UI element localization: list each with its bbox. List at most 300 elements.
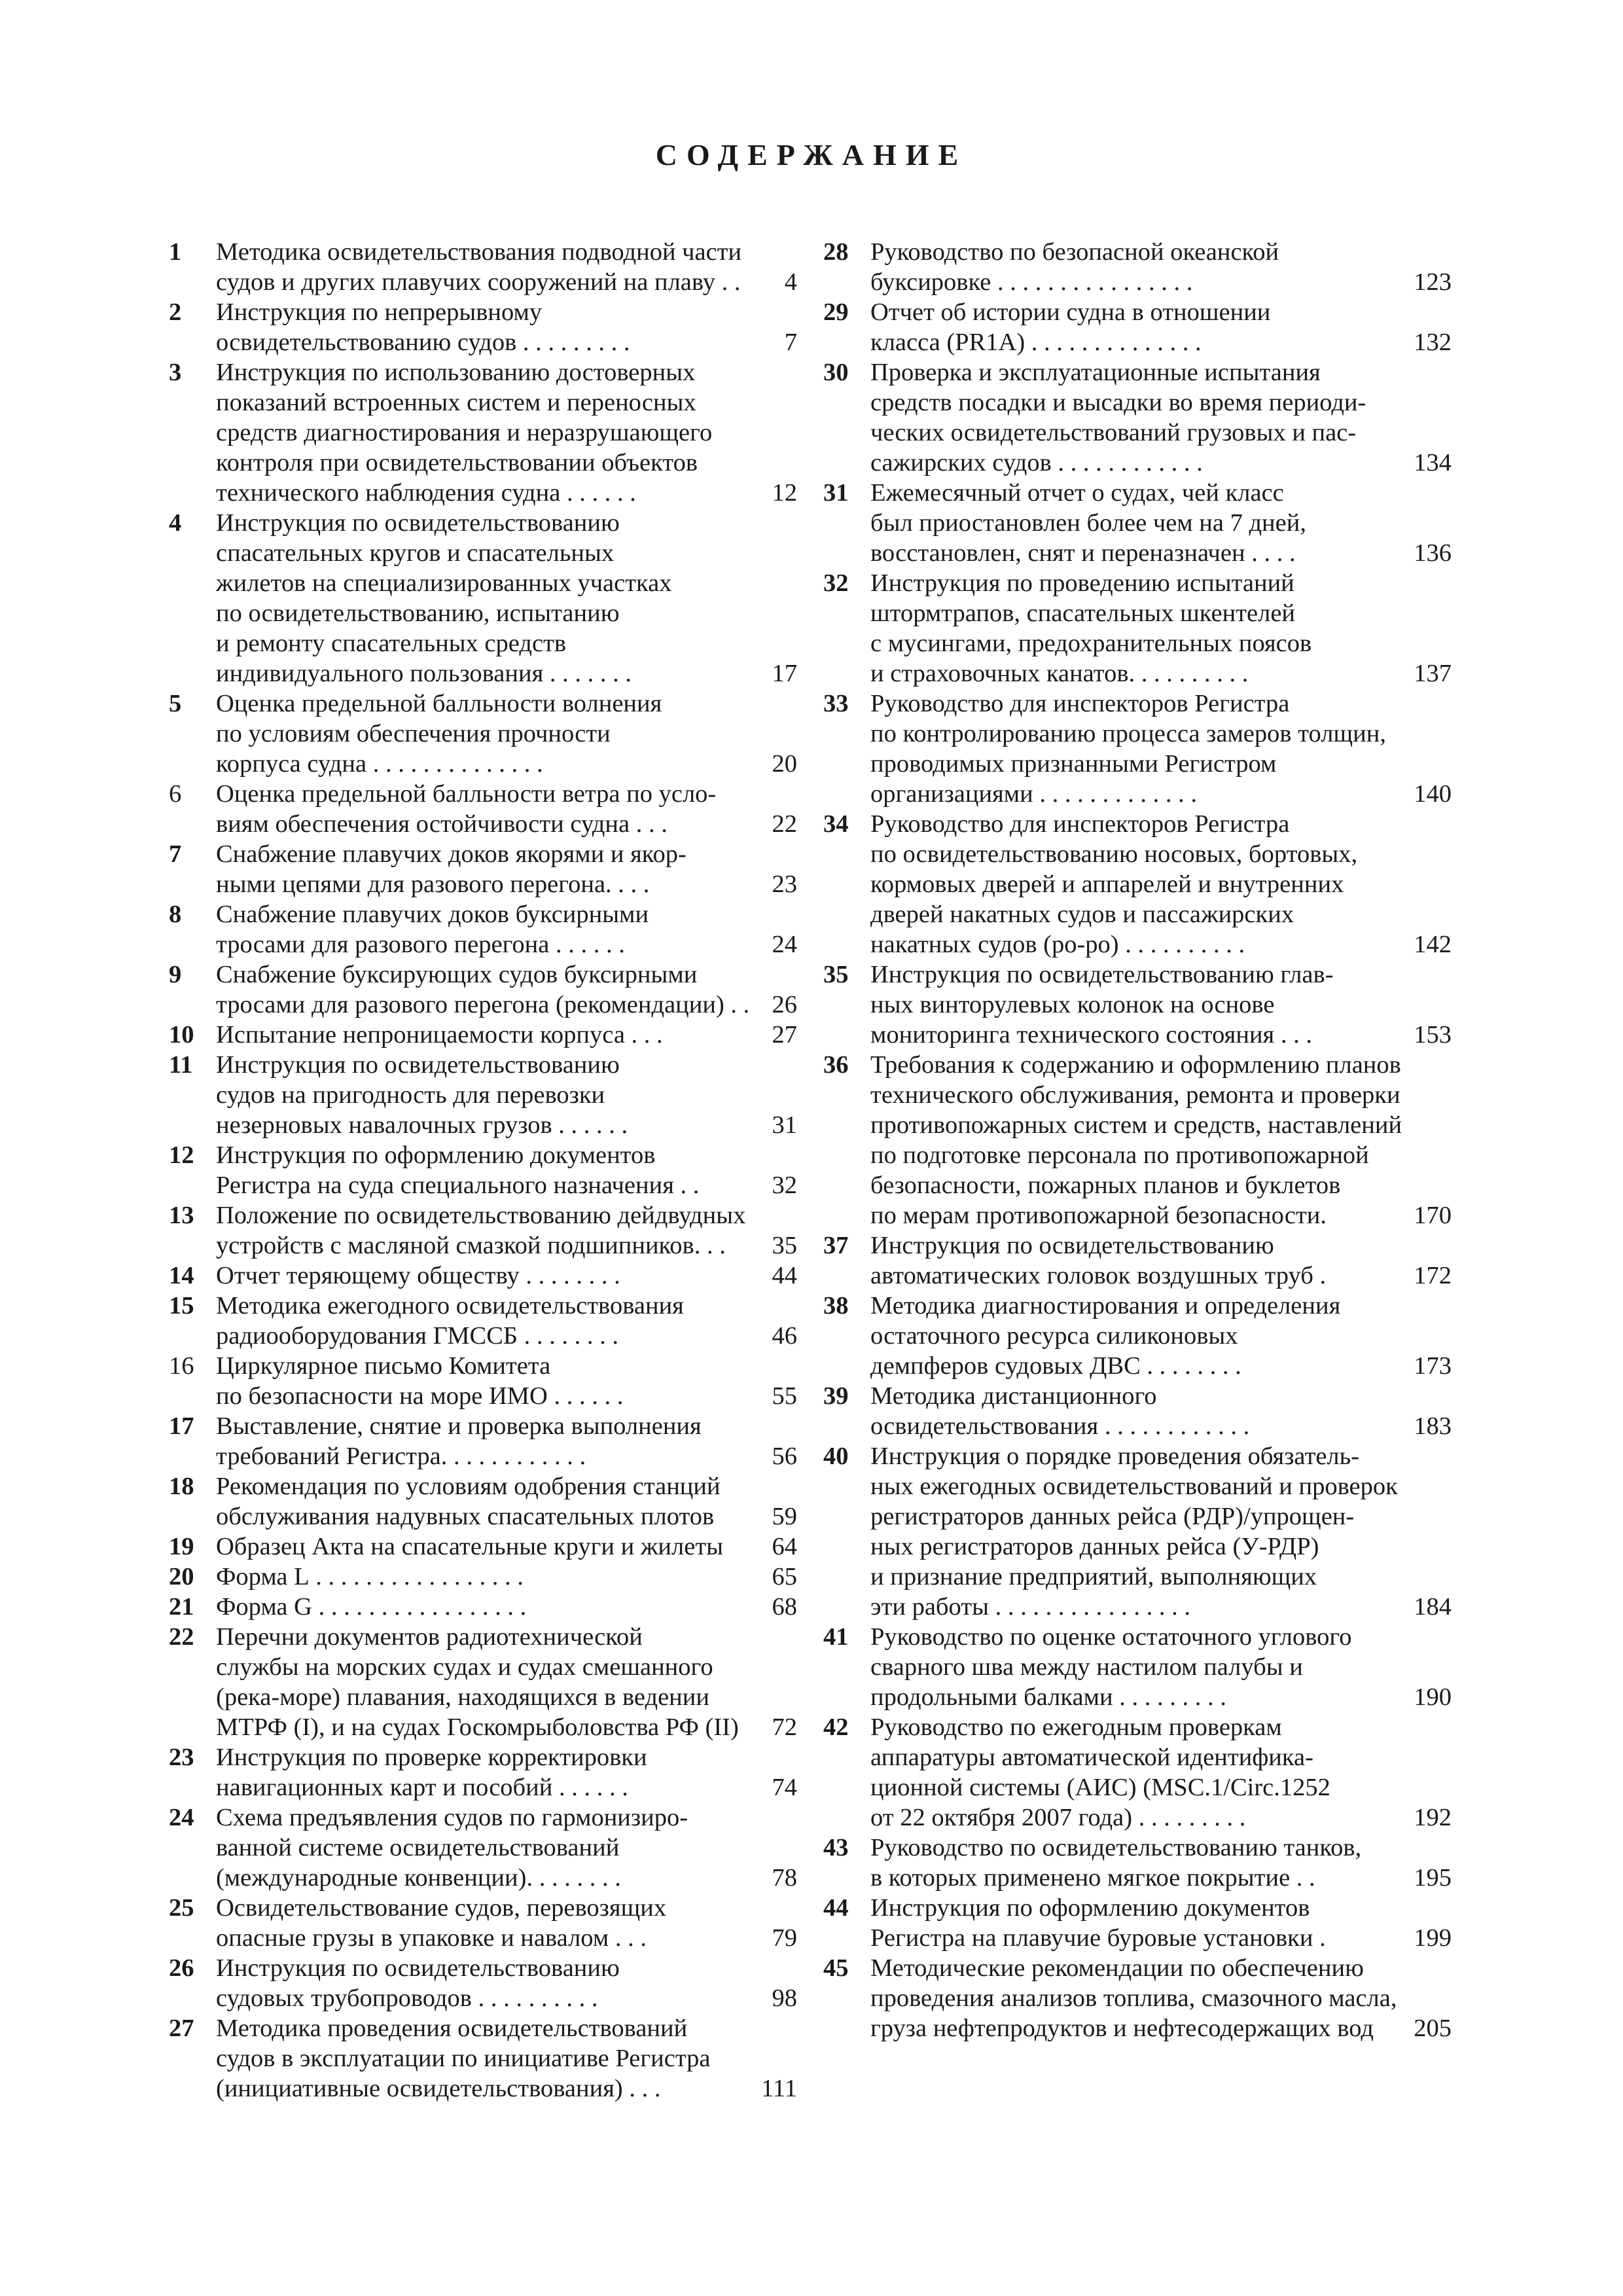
- toc-entry-number: 27: [169, 2015, 194, 2042]
- toc-page-number: 56: [772, 1443, 797, 1470]
- toc-entry-text: Инструкция по освидетельствованию: [216, 509, 620, 537]
- toc-entry[interactable]: [823, 689, 1452, 809]
- toc-leader-dots: . . . . . . . . . .: [1118, 931, 1245, 958]
- toc-entry-text: ных винторулевых колонок на основе: [870, 991, 1275, 1018]
- toc-entry-line: [870, 1652, 1452, 1682]
- toc-entry-line: [870, 1953, 1452, 1983]
- toc-entry-number: 34: [823, 810, 849, 838]
- toc-entry-number: 44: [823, 1894, 849, 1922]
- toc-entry-text: Методика ежегодного освидетельствования: [216, 1292, 684, 1319]
- toc-entry-line: [870, 448, 1452, 478]
- toc-entry-line: [870, 809, 1452, 839]
- toc-entry-number: 42: [823, 1713, 849, 1741]
- toc-entry-text: ческих освидетельствований грузовых и пас-: [870, 419, 1357, 446]
- toc-page-number: 78: [772, 1864, 797, 1892]
- toc-entry-line: [216, 839, 797, 869]
- toc-entry-line: [216, 1772, 797, 1803]
- toc-entry-text: Руководство по оценке остаточного углового: [870, 1623, 1352, 1651]
- toc-page-number: 27: [772, 1021, 797, 1049]
- toc-entry-text: технического наблюдения судна: [216, 479, 561, 507]
- toc-entry-text: регистраторов данных рейса (РДР)/упрощен-: [870, 1503, 1355, 1530]
- toc-entry-text: аппаратуры автоматической идентифика-: [870, 1744, 1313, 1771]
- toc-entry-text: восстановлен, снят и переназначен: [870, 539, 1245, 567]
- toc-entry-text: проведения анализов топлива, смазочного масла,: [870, 1984, 1397, 2012]
- toc-page-number: 132: [1414, 329, 1452, 356]
- toc-entry-number: 29: [823, 298, 849, 326]
- toc-entry-number: 2: [169, 298, 182, 326]
- toc-entry[interactable]: [823, 809, 1452, 960]
- toc-entry-line: [216, 1562, 797, 1592]
- toc-page-number: 173: [1414, 1352, 1452, 1380]
- toc-page-number: 12: [772, 479, 797, 507]
- toc-entry-text: Методика дистанционного: [870, 1382, 1157, 1410]
- toc-entry-line: [216, 1200, 797, 1230]
- toc-page-number: 74: [772, 1774, 797, 1801]
- toc-page-number: 190: [1414, 1683, 1452, 1711]
- toc-page-number: 68: [772, 1593, 797, 1621]
- toc-entry-text: Руководство для инспекторов Регистра: [870, 810, 1290, 838]
- toc-entry-text: Руководство по безопасной океанской: [870, 238, 1279, 266]
- toc-entry-number: 25: [169, 1894, 194, 1922]
- toc-page-number: 205: [1414, 2015, 1452, 2042]
- toc-entry-text: сажирских судов: [870, 449, 1052, 476]
- toc-entry-number: 26: [169, 1954, 194, 1982]
- toc-entry[interactable]: [169, 1020, 797, 1050]
- toc-entry-line: [216, 809, 797, 839]
- toc-entry-text: в которых применено мягкое покрытие: [870, 1864, 1291, 1892]
- toc-entry-text: Выставление, снятие и проверка выполнения: [216, 1412, 702, 1440]
- toc-entry-number: 40: [823, 1443, 849, 1470]
- toc-entry-line: [870, 1562, 1452, 1592]
- toc-entry-line: [870, 1923, 1452, 1953]
- toc-entry-text: (международные конвенции).: [216, 1864, 533, 1892]
- toc-leader-dots: . . .: [622, 2075, 661, 2102]
- toc-entry-text: сварного шва между настилом палубы и: [870, 1653, 1303, 1681]
- toc-entry[interactable]: [169, 2013, 797, 2104]
- toc-entry-line: [216, 1291, 797, 1321]
- toc-entry[interactable]: [823, 1953, 1452, 2043]
- toc-entry-number: 21: [169, 1593, 194, 1621]
- toc-entry-line: [870, 1863, 1452, 1893]
- toc-entry[interactable]: [169, 1471, 797, 1532]
- toc-page-number: 111: [761, 2075, 797, 2102]
- toc-page-number: 72: [772, 1713, 797, 1741]
- toc-entry-line: [870, 1893, 1452, 1923]
- toc-entry[interactable]: [823, 1291, 1452, 1381]
- toc-entry-text: Отчет об истории судна в отношении: [870, 298, 1271, 326]
- toc-leader-dots: . . . . . .: [549, 931, 625, 958]
- toc-entry-line: [870, 2013, 1452, 2043]
- toc-entry[interactable]: [823, 1441, 1452, 1622]
- toc-page-number: 20: [772, 750, 797, 778]
- toc-entry-line: [216, 1411, 797, 1441]
- toc-leader-dots: . .: [700, 1232, 726, 1259]
- toc-entry-text: Инструкция по освидетельствованию глав-: [870, 961, 1334, 988]
- toc-entry-line: [216, 658, 797, 689]
- toc-leader-dots: . . . . . . . . .: [1113, 1683, 1226, 1711]
- toc-entry[interactable]: [169, 1200, 797, 1261]
- toc-entry[interactable]: [169, 1953, 797, 2013]
- toc-entry-line: [216, 387, 797, 418]
- toc-leader-dots: . . . . . . . . .: [1132, 1804, 1246, 1831]
- toc-entry[interactable]: [169, 779, 797, 839]
- toc-entry-line: [870, 1441, 1452, 1471]
- toc-entry-number: 8: [169, 901, 182, 928]
- toc-entry-line: [216, 1140, 797, 1170]
- toc-entry-line: [870, 1742, 1452, 1772]
- toc-entry-text: Инструкция по проведению испытаний: [870, 569, 1294, 597]
- toc-entry[interactable]: [823, 357, 1452, 478]
- toc-entry-line: [216, 448, 797, 478]
- toc-entry[interactable]: [169, 839, 797, 899]
- toc-page-number: 32: [772, 1172, 797, 1199]
- toc-entry[interactable]: [823, 1893, 1452, 1953]
- toc-entry-line: [870, 387, 1452, 418]
- toc-entry-text: буксировке: [870, 268, 991, 296]
- toc-entry-text: и признание предприятий, выполняющих: [870, 1563, 1317, 1590]
- toc-entry-number: 38: [823, 1292, 849, 1319]
- toc-entry-number: 31: [823, 479, 849, 507]
- toc-entry[interactable]: [169, 960, 797, 1020]
- toc-entry-line: [870, 1140, 1452, 1170]
- toc-entry-text: Освидетельствование судов, перевозящих: [216, 1894, 667, 1922]
- toc-page-number: 98: [772, 1984, 797, 2012]
- toc-entry-text: Форма G: [216, 1593, 312, 1621]
- toc-entry-line: [870, 960, 1452, 990]
- toc-entry-line: [870, 1833, 1452, 1863]
- toc-entry-line: [216, 1742, 797, 1772]
- toc-entry-text: по подготовке персонала по противопожарной: [870, 1141, 1369, 1169]
- toc-entry-line: [216, 1682, 797, 1712]
- toc-leader-dots: . . . . . . . . . . . .: [1098, 1412, 1250, 1440]
- toc-entry-line: [870, 418, 1452, 448]
- toc-entry-text: Положение по освидетельствованию дейдвудных: [216, 1202, 746, 1229]
- toc-entry-text: (инициативные освидетельствования): [216, 2075, 623, 2102]
- toc-entry-line: [870, 327, 1452, 357]
- toc-entry-line: [216, 1803, 797, 1833]
- toc-entry-line: [216, 1712, 797, 1742]
- toc-entry-line: [216, 1893, 797, 1923]
- toc-entry-text: Оценка предельной балльности ветра по усло-: [216, 780, 717, 808]
- toc-entry-line: [870, 478, 1452, 508]
- toc-entry-line: [870, 598, 1452, 628]
- toc-entry-text: Регистра на плавучие буровые установки: [870, 1924, 1313, 1952]
- toc-entry-text: МТРФ (I), и на судах Госкомрыболовства РФ (II): [216, 1713, 739, 1741]
- toc-entry-line: [870, 1291, 1452, 1321]
- toc-entry-text: Перечни документов радиотехнической: [216, 1623, 643, 1651]
- toc-leader-dots: . . .: [609, 1924, 647, 1952]
- toc-entry-text: Руководство по освидетельствованию танков,: [870, 1834, 1362, 1861]
- toc-entry[interactable]: [169, 1893, 797, 1953]
- toc-entry[interactable]: [169, 357, 797, 508]
- toc-entry-text: по освидетельствованию, испытанию: [216, 600, 620, 627]
- toc-page-number: 142: [1414, 931, 1452, 958]
- toc-entry[interactable]: [169, 1532, 797, 1562]
- toc-entry-line: [216, 960, 797, 990]
- toc-entry-line: [870, 297, 1452, 327]
- toc-entry[interactable]: [169, 1592, 797, 1622]
- toc-leader-dots: . . . . . . . . .: [516, 329, 630, 356]
- toc-entry-text: Испытание непроницаемости корпуса: [216, 1021, 625, 1049]
- toc-entry-text: Снабжение плавучих доков якорями и якор-: [216, 840, 687, 868]
- toc-entry-line: [870, 658, 1452, 689]
- toc-entry[interactable]: [169, 899, 797, 960]
- toc-left-column: [169, 237, 797, 2104]
- toc-page-number: 184: [1414, 1593, 1452, 1621]
- toc-entry[interactable]: [169, 1140, 797, 1200]
- toc-entry-number: 15: [169, 1292, 194, 1319]
- toc-entry-line: [216, 267, 797, 297]
- toc-leader-dots: .: [1313, 1924, 1326, 1952]
- toc-entry-line: [216, 327, 797, 357]
- toc-entry[interactable]: [823, 478, 1452, 568]
- toc-entry-text: от 22 октября 2007 года): [870, 1804, 1133, 1831]
- toc-entry-number: 18: [169, 1473, 194, 1500]
- toc-entry-text: ванной системе освидетельствований: [216, 1834, 620, 1861]
- toc-page-number: 24: [772, 931, 797, 958]
- toc-entry-text: Инструкция о порядке проведения обязатель-: [870, 1443, 1360, 1470]
- toc-entry[interactable]: [823, 1381, 1452, 1441]
- toc-page-number: 31: [772, 1111, 797, 1139]
- toc-leader-dots: . . .: [624, 1021, 663, 1049]
- toc-entry-line: [870, 1501, 1452, 1532]
- toc-entry-line: [216, 2073, 797, 2104]
- toc-page-number: 183: [1414, 1412, 1452, 1440]
- toc-entry-number: 10: [169, 1021, 194, 1049]
- toc-entry-line: [870, 779, 1452, 809]
- toc-page-number: 195: [1414, 1864, 1452, 1892]
- toc-page-number: 170: [1414, 1202, 1452, 1229]
- toc-entry[interactable]: [169, 297, 797, 357]
- toc-entry-text: службы на морских судах и судах смешанного: [216, 1653, 713, 1681]
- toc-entry-line: [870, 1712, 1452, 1742]
- toc-entry[interactable]: [823, 297, 1452, 357]
- toc-entry-line: [870, 357, 1452, 387]
- toc-entry-text: эти работы: [870, 1593, 989, 1621]
- toc-entry-text: судов на пригодность для перевозки: [216, 1081, 605, 1109]
- toc-entry-text: индивидуального пользования: [216, 660, 544, 687]
- toc-entry-text: тросами для разового перегона: [216, 931, 550, 958]
- toc-entry-text: Методика освидетельствования подводной части: [216, 238, 742, 266]
- toc-page-number: 59: [772, 1503, 797, 1530]
- toc-entry-number: 22: [169, 1623, 194, 1651]
- toc-page-number: 22: [772, 810, 797, 838]
- toc-entry-line: [216, 1441, 797, 1471]
- toc-leader-dots: . . . . . . . . . . . . . . . .: [991, 268, 1193, 296]
- toc-entry[interactable]: [169, 1291, 797, 1351]
- toc-entry-text: Ежемесячный отчет о судах, чей класс: [870, 479, 1284, 507]
- toc-entry-text: штормтрапов, спасательных шкентелей: [870, 600, 1296, 627]
- toc-entry-text: Схема предъявления судов по гармонизиро-: [216, 1804, 688, 1831]
- toc-entry-text: продольными балками: [870, 1683, 1113, 1711]
- toc-leader-dots: . . . . . . . . . . . . . . . . .: [309, 1563, 524, 1590]
- toc-entry-line: [216, 1381, 797, 1411]
- toc-entry-line: [870, 869, 1452, 899]
- toc-entry-number: 35: [823, 961, 849, 988]
- toc-entry-number: 23: [169, 1744, 194, 1771]
- toc-entry[interactable]: [169, 1050, 797, 1140]
- toc-entry-line: [870, 1020, 1452, 1050]
- toc-page-number: 4: [784, 268, 797, 296]
- toc-entry-line: [870, 568, 1452, 598]
- toc-page-number: 192: [1414, 1804, 1452, 1831]
- toc-entry[interactable]: [823, 960, 1452, 1050]
- toc-entry[interactable]: [169, 1411, 797, 1471]
- toc-entry-line: [870, 1532, 1452, 1562]
- toc-entry-text: накатных судов (ро-ро): [870, 931, 1119, 958]
- toc-entry-text: Рекомендация по условиям одобрения станций: [216, 1473, 721, 1500]
- toc-leader-dots: . . . . . . . .: [518, 1322, 619, 1350]
- toc-entry-text: показаний встроенных систем и переносных: [216, 389, 696, 416]
- toc-entry[interactable]: [823, 568, 1452, 689]
- toc-entry[interactable]: [823, 1622, 1452, 1712]
- toc-page-number: 79: [772, 1924, 797, 1952]
- toc-entry-line: [870, 990, 1452, 1020]
- toc-entry[interactable]: [169, 1261, 797, 1291]
- toc-entry-text: Снабжение буксирующих судов буксирными: [216, 961, 698, 988]
- toc-entry-text: класса (PR1A): [870, 329, 1026, 356]
- toc-entry-text: по мерам противопожарной безопасности.: [870, 1202, 1327, 1229]
- toc-entry-line: [216, 1983, 797, 2013]
- toc-entry-line: [216, 869, 797, 899]
- toc-entry-text: демпферов судовых ДВС: [870, 1352, 1141, 1380]
- toc-entry-text: проводимых признанными Регистром: [870, 750, 1277, 778]
- toc-entry[interactable]: [823, 237, 1452, 297]
- toc-entry-number: 28: [823, 238, 849, 266]
- toc-entry-number: 19: [169, 1533, 194, 1560]
- toc-entry-text: контроля при освидетельствовании объектов: [216, 449, 698, 476]
- toc-entry[interactable]: [823, 1833, 1452, 1893]
- toc-entry-line: [216, 2043, 797, 2073]
- toc-entry-text: Образец Акта на спасательные круги и жилеты: [216, 1533, 724, 1560]
- toc-entry-text: Инструкция по оформлению документов: [870, 1894, 1310, 1922]
- toc-leader-dots: . . . . . . . . . .: [471, 1984, 598, 2012]
- toc-entry-text: организациями: [870, 780, 1033, 808]
- toc-entry-number: 41: [823, 1623, 849, 1651]
- toc-entry-text: ными цепями для разового перегона.: [216, 870, 612, 898]
- toc-page-number: 17: [772, 660, 797, 687]
- toc-entry-number: 43: [823, 1834, 849, 1861]
- toc-entry-line: [870, 1351, 1452, 1381]
- toc-entry-text: (река-море) плавания, находящихся в ведении: [216, 1683, 709, 1711]
- toc-entry-text: Инструкция по непрерывному: [216, 298, 543, 326]
- toc-entry-text: и ремонту спасательных средств: [216, 630, 567, 657]
- toc-entry-number: 20: [169, 1563, 194, 1590]
- toc-entry[interactable]: [169, 237, 797, 297]
- toc-entry-text: Инструкция по проверке корректировки: [216, 1744, 647, 1771]
- toc-entry-text: Методика проведения освидетельствований: [216, 2015, 688, 2042]
- toc-entry-line: [870, 628, 1452, 658]
- toc-entry-line: [216, 568, 797, 598]
- toc-entry-text: Форма L: [216, 1563, 310, 1590]
- toc-page-number: 23: [772, 870, 797, 898]
- toc-entry-text: Методические рекомендации по обеспечению: [870, 1954, 1364, 1982]
- toc-entry-text: груза нефтепродуктов и нефтесодержащих вод: [870, 2015, 1374, 2042]
- toc-entry[interactable]: [169, 1351, 797, 1411]
- toc-entry[interactable]: [823, 1230, 1452, 1291]
- toc-entry-text: Требования к содержанию и оформлению планов: [870, 1051, 1401, 1079]
- toc-entry-line: [870, 1050, 1452, 1080]
- toc-entry-text: средств посадки и высадки во время периоди-: [870, 389, 1366, 416]
- toc-entry-line: [870, 719, 1452, 749]
- toc-entry-text: Снабжение плавучих доков буксирными: [216, 901, 649, 928]
- toc-entry-line: [216, 1532, 797, 1562]
- toc-entry-text: тросами для разового перегона (рекомендации): [216, 991, 724, 1018]
- toc-leader-dots: . . . . . .: [552, 1111, 628, 1139]
- toc-entry[interactable]: [169, 1562, 797, 1592]
- toc-entry-line: [216, 237, 797, 267]
- toc-entry[interactable]: [169, 1803, 797, 1893]
- toc-entry-line: [216, 749, 797, 779]
- toc-page-number: 44: [772, 1262, 797, 1289]
- toc-entry-line: [870, 1682, 1452, 1712]
- toc-entry-line: [870, 1983, 1452, 2013]
- toc-entry[interactable]: [169, 689, 797, 779]
- toc-entry[interactable]: [169, 1622, 797, 1742]
- toc-entry-text: спасательных кругов и спасательных: [216, 539, 615, 567]
- toc-entry-text: жилетов на специализированных участках: [216, 569, 672, 597]
- toc-page-number: 137: [1414, 660, 1452, 687]
- toc-entry-line: [870, 538, 1452, 568]
- toc-entry-number: 32: [823, 569, 849, 597]
- toc-entry-line: [216, 628, 797, 658]
- toc-entry-text: опасные грузы в упаковке и навалом: [216, 1924, 609, 1952]
- toc-entry-line: [870, 689, 1452, 719]
- toc-entry-line: [216, 1321, 797, 1351]
- toc-leader-dots: . . . . . . . . . . . . . .: [366, 750, 543, 778]
- toc-entry-line: [216, 478, 797, 508]
- toc-entry-line: [870, 1170, 1452, 1200]
- toc-page-number: 65: [772, 1563, 797, 1590]
- toc-entry-line: [216, 418, 797, 448]
- toc-entry-text: ных ежегодных освидетельствований и проверок: [870, 1473, 1398, 1500]
- toc-entry-text: по освидетельствованию носовых, бортовых,: [870, 840, 1358, 868]
- toc-page-number: 199: [1414, 1924, 1452, 1952]
- toc-entry-line: [216, 357, 797, 387]
- toc-entry-number: 1: [169, 238, 182, 266]
- toc-page-number: 123: [1414, 268, 1452, 296]
- toc-entry[interactable]: [169, 1742, 797, 1803]
- toc-entry-line: [870, 749, 1452, 779]
- toc-leader-dots: . . . . . . . . . . . . . . . .: [988, 1593, 1190, 1621]
- toc-entry-line: [216, 1050, 797, 1080]
- toc-page-number: 172: [1414, 1262, 1452, 1289]
- toc-entry-text: судовых трубопроводов: [216, 1984, 472, 2012]
- toc-entry-line: [216, 929, 797, 960]
- toc-entry-number: 9: [169, 961, 182, 988]
- toc-entry-line: [216, 1471, 797, 1501]
- toc-entry-line: [870, 1622, 1452, 1652]
- toc-entry[interactable]: [823, 1712, 1452, 1833]
- toc-entry-line: [870, 1110, 1452, 1140]
- toc-entry-text: Инструкция по оформлению документов: [216, 1141, 656, 1169]
- toc-entry-number: 39: [823, 1382, 849, 1410]
- toc-leader-dots: . . . . . . . . . . . . .: [1033, 780, 1198, 808]
- toc-entry-text: Проверка и эксплуатационные испытания: [870, 359, 1321, 386]
- toc-entry-text: Руководство для инспекторов Регистра: [870, 690, 1290, 717]
- toc-entry[interactable]: [169, 508, 797, 689]
- toc-entry-number: 5: [169, 690, 182, 717]
- toc-entry-text: корпуса судна: [216, 750, 367, 778]
- toc-entry-text: незерновых навалочных грузов: [216, 1111, 552, 1139]
- toc-entry-number: 30: [823, 359, 849, 386]
- toc-entry-line: [216, 538, 797, 568]
- toc-entry[interactable]: [823, 1050, 1452, 1230]
- toc-entry-line: [216, 1261, 797, 1291]
- toc-entry-number: 14: [169, 1262, 194, 1289]
- toc-entry-text: судов в эксплуатации по инициативе Регистра: [216, 2045, 711, 2072]
- toc-page-number: 46: [772, 1322, 797, 1350]
